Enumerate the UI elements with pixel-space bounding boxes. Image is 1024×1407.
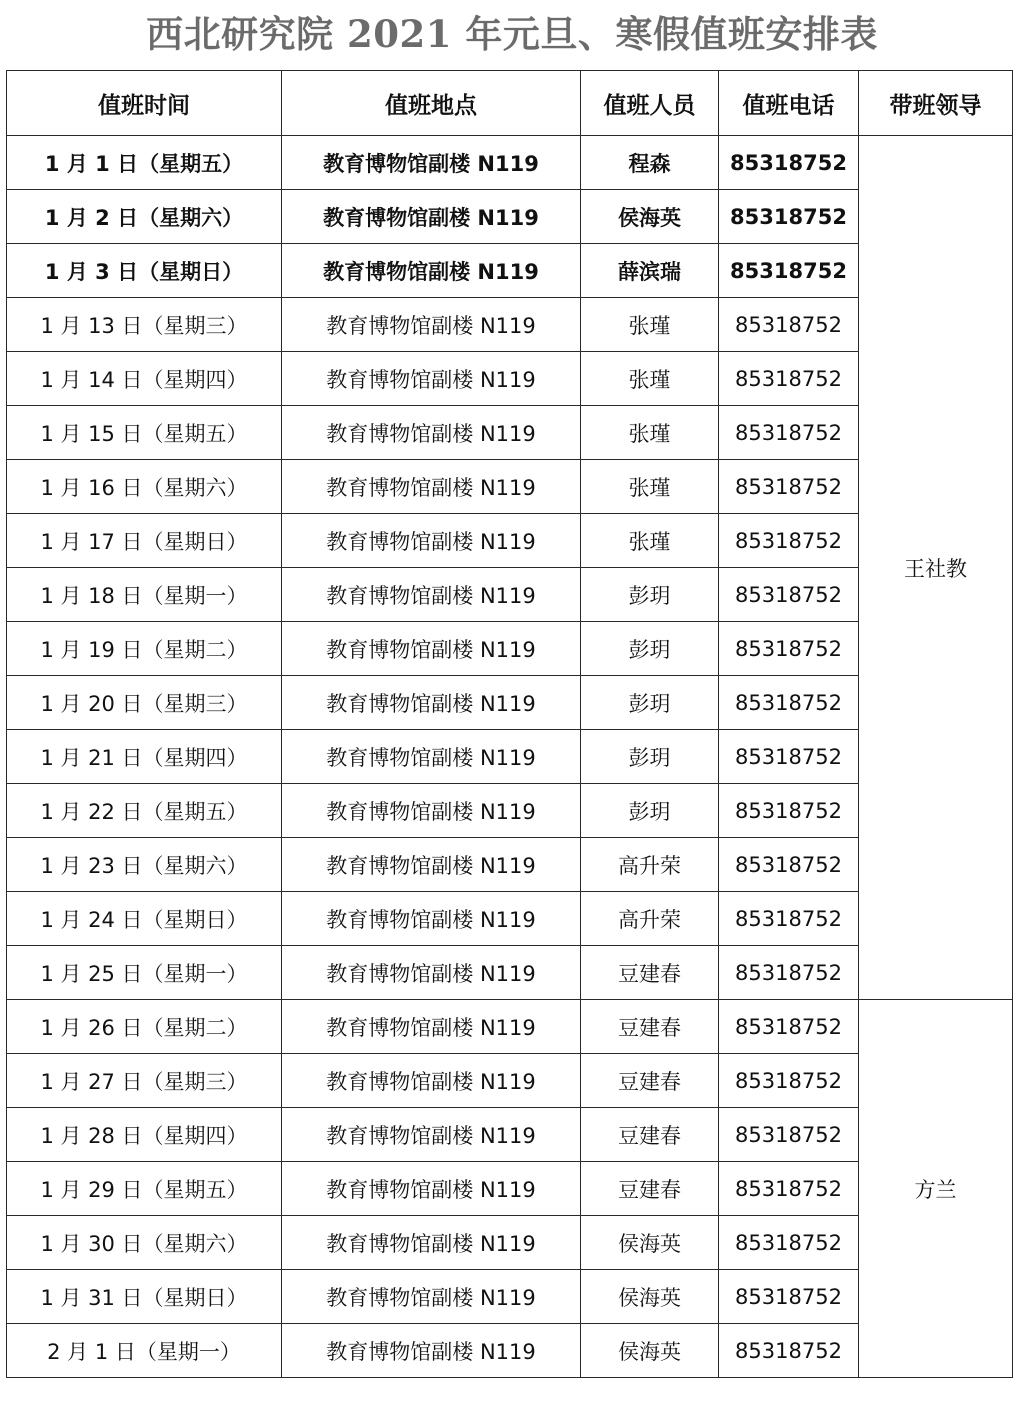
date-cell: 1 月 21 日（星期四） [7,730,282,784]
leader-cell: 方兰 [859,1000,1013,1378]
header-duty-place: 值班地点 [282,71,581,136]
person-cell: 侯海英 [581,1270,719,1324]
person-cell: 程森 [581,136,719,190]
phone-cell: 85318752 [719,1054,859,1108]
place-cell: 教育博物馆副楼 N119 [282,190,581,244]
date-cell: 1 月 31 日（星期日） [7,1270,282,1324]
phone-cell: 85318752 [719,1324,859,1378]
person-cell: 张瑾 [581,352,719,406]
person-cell: 彭玥 [581,622,719,676]
person-cell: 侯海英 [581,1324,719,1378]
phone-cell: 85318752 [719,136,859,190]
phone-cell: 85318752 [719,568,859,622]
person-cell: 高升荣 [581,892,719,946]
date-cell: 1 月 27 日（星期三） [7,1054,282,1108]
date-cell: 1 月 30 日（星期六） [7,1216,282,1270]
phone-cell: 85318752 [719,784,859,838]
phone-cell: 85318752 [719,838,859,892]
date-cell: 1 月 24 日（星期日） [7,892,282,946]
phone-cell: 85318752 [719,676,859,730]
page-title: 西北研究院 2021 年元旦、寒假值班安排表 [146,12,878,56]
place-cell: 教育博物馆副楼 N119 [282,892,581,946]
phone-cell: 85318752 [719,1270,859,1324]
person-cell: 高升荣 [581,838,719,892]
person-cell: 豆建春 [581,946,719,1000]
date-cell: 1 月 25 日（星期一） [7,946,282,1000]
person-cell: 彭玥 [581,784,719,838]
place-cell: 教育博物馆副楼 N119 [282,838,581,892]
place-cell: 教育博物馆副楼 N119 [282,352,581,406]
place-cell: 教育博物馆副楼 N119 [282,622,581,676]
place-cell: 教育博物馆副楼 N119 [282,784,581,838]
date-cell: 1 月 14 日（星期四） [7,352,282,406]
place-cell: 教育博物馆副楼 N119 [282,514,581,568]
date-cell: 2 月 1 日（星期一） [7,1324,282,1378]
phone-cell: 85318752 [719,460,859,514]
duty-schedule-table [6,70,1013,1378]
person-cell: 豆建春 [581,1108,719,1162]
date-cell: 1 月 26 日（星期二） [7,1000,282,1054]
person-cell: 豆建春 [581,1162,719,1216]
place-cell: 教育博物馆副楼 N119 [282,676,581,730]
place-cell: 教育博物馆副楼 N119 [282,1108,581,1162]
person-cell: 张瑾 [581,514,719,568]
phone-cell: 85318752 [719,514,859,568]
phone-cell: 85318752 [719,1108,859,1162]
place-cell: 教育博物馆副楼 N119 [282,244,581,298]
date-cell: 1 月 16 日（星期六） [7,460,282,514]
date-cell: 1 月 28 日（星期四） [7,1108,282,1162]
place-cell: 教育博物馆副楼 N119 [282,1216,581,1270]
person-cell: 彭玥 [581,676,719,730]
date-cell: 1 月 17 日（星期日） [7,514,282,568]
phone-cell: 85318752 [719,1162,859,1216]
date-cell: 1 月 15 日（星期五） [7,406,282,460]
phone-cell: 85318752 [719,730,859,784]
date-cell: 1 月 3 日（星期日） [7,244,282,298]
table-body [7,136,1013,1378]
place-cell: 教育博物馆副楼 N119 [282,1324,581,1378]
place-cell: 教育博物馆副楼 N119 [282,136,581,190]
phone-cell: 85318752 [719,1000,859,1054]
phone-cell: 85318752 [719,244,859,298]
place-cell: 教育博物馆副楼 N119 [282,406,581,460]
person-cell: 张瑾 [581,406,719,460]
phone-cell: 85318752 [719,352,859,406]
place-cell: 教育博物馆副楼 N119 [282,460,581,514]
table-row [7,1000,1013,1054]
header-duty-phone: 值班电话 [719,71,859,136]
table-row [7,136,1013,190]
header-duty-person: 值班人员 [581,71,719,136]
person-cell: 薛滨瑞 [581,244,719,298]
place-cell: 教育博物馆副楼 N119 [282,298,581,352]
phone-cell: 85318752 [719,298,859,352]
phone-cell: 85318752 [719,622,859,676]
date-cell: 1 月 18 日（星期一） [7,568,282,622]
person-cell: 张瑾 [581,298,719,352]
person-cell: 侯海英 [581,1216,719,1270]
date-cell: 1 月 19 日（星期二） [7,622,282,676]
header-duty-time: 值班时间 [7,71,282,136]
date-cell: 1 月 2 日（星期六） [7,190,282,244]
place-cell: 教育博物馆副楼 N119 [282,1054,581,1108]
person-cell: 彭玥 [581,568,719,622]
date-cell: 1 月 1 日（星期五） [7,136,282,190]
phone-cell: 85318752 [719,892,859,946]
person-cell: 豆建春 [581,1054,719,1108]
person-cell: 侯海英 [581,190,719,244]
person-cell: 张瑾 [581,460,719,514]
place-cell: 教育博物馆副楼 N119 [282,1000,581,1054]
person-cell: 彭玥 [581,730,719,784]
phone-cell: 85318752 [719,946,859,1000]
date-cell: 1 月 29 日（星期五） [7,1162,282,1216]
date-cell: 1 月 20 日（星期三） [7,676,282,730]
place-cell: 教育博物馆副楼 N119 [282,1162,581,1216]
phone-cell: 85318752 [719,1216,859,1270]
place-cell: 教育博物馆副楼 N119 [282,946,581,1000]
place-cell: 教育博物馆副楼 N119 [282,568,581,622]
date-cell: 1 月 13 日（星期三） [7,298,282,352]
header-leader: 带班领导 [859,71,1013,136]
leader-cell: 王社教 [859,136,1013,1000]
table-header-row [7,71,1013,136]
phone-cell: 85318752 [719,406,859,460]
date-cell: 1 月 23 日（星期六） [7,838,282,892]
phone-cell: 85318752 [719,190,859,244]
place-cell: 教育博物馆副楼 N119 [282,730,581,784]
person-cell: 豆建春 [581,1000,719,1054]
date-cell: 1 月 22 日（星期五） [7,784,282,838]
place-cell: 教育博物馆副楼 N119 [282,1270,581,1324]
